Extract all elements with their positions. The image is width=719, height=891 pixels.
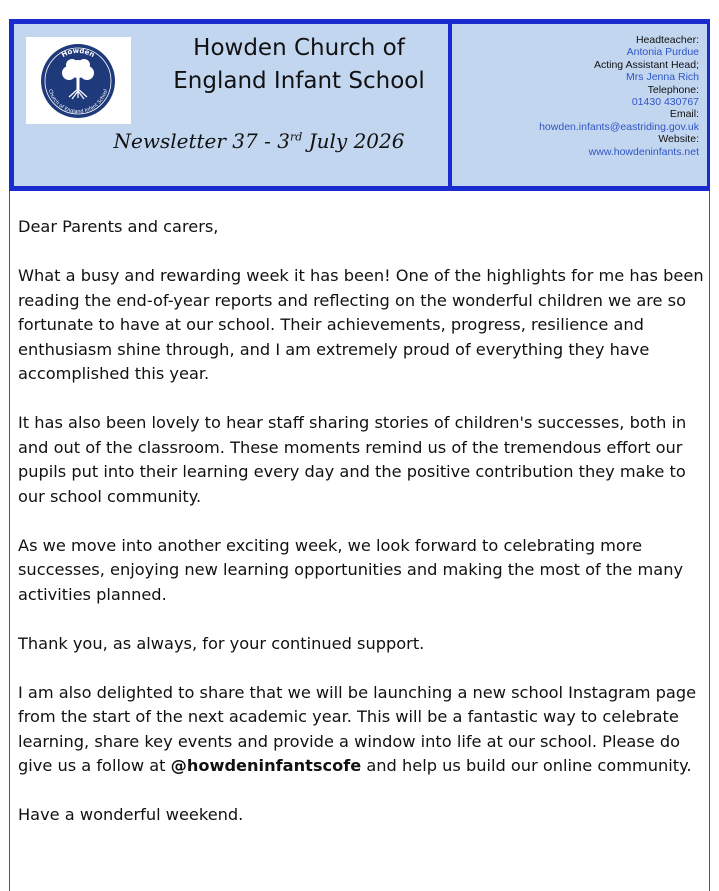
header-title-panel	[14, 24, 450, 186]
letter-paragraph-1: What a busy and rewarding week it has been! One of the highlights for me has been reading the end-of-year reports and reflecting on the wonderful children we are so fortunate to have at our school. Their achievements, progress, resilience and enthusiasm shine through, and I am extremely proud of everything they have accomplished this year.	[18, 266, 704, 383]
school-name-line-1: Howden Church of	[193, 35, 405, 61]
telephone-value: 01430 430767	[631, 96, 699, 109]
letter-paragraph-2: It has also been lovely to hear staff sharing stories of children's successes, both in and out of the classroom. These moments remind us of the tremendous effort our pupils put into their learning every day and the positive contribution they make to our school community.	[18, 413, 687, 506]
website-link[interactable]: www.howdeninfants.net	[588, 145, 699, 158]
school-name	[154, 32, 444, 98]
instagram-text-after: and help us build our online community.	[361, 756, 692, 775]
svg-text:Church of England Infant Schoo: Church of England Infant School	[46, 88, 110, 116]
instagram-handle: @howdeninfantscofe	[170, 756, 362, 775]
school-name-line-2: England Infant School	[173, 68, 425, 94]
letter-closing: Have a wonderful weekend.	[18, 805, 244, 824]
letter-paragraph-4: Thank you, as always, for your continued support.	[18, 633, 425, 653]
website-label: Website:	[658, 133, 699, 146]
letter-paragraph-5	[18, 681, 704, 779]
telephone-label: Telephone:	[647, 83, 699, 96]
contact-details	[459, 34, 699, 158]
email-link[interactable]: howden.infants@eastriding.gov.uk	[539, 120, 699, 133]
school-logo	[26, 37, 131, 124]
newsletter-date-suffix: rd	[289, 130, 303, 144]
headteacher-name: Antonia Purdue	[626, 46, 699, 59]
assistant-head-label: Acting Assistant Head;	[593, 58, 699, 71]
newsletter-title	[74, 129, 444, 153]
letter-body	[18, 215, 704, 852]
newsletter-month-year: July 2026	[302, 129, 405, 153]
headteacher-label: Headteacher:	[635, 34, 699, 46]
email-label: Email:	[669, 108, 699, 121]
letter-paragraph-3: As we move into another exciting week, we look forward to celebrating more successes, enjoying new learning opportunities and making the most of the many activities planned.	[18, 535, 684, 604]
tree-logo-icon	[36, 39, 121, 122]
newsletter-header	[9, 19, 710, 191]
header-contact-panel	[452, 24, 707, 186]
assistant-head-name: Mrs Jenna Rich	[626, 71, 699, 84]
instagram-text-before: I am also delighted to share that we will be launching a new school Instagram page from the start of the next academic year. This will be a fantastic way to celebrate learning, share key events and provide a window into life at our school. Please do give us a follow at	[18, 682, 697, 775]
svg-text:Howden: Howden	[60, 46, 96, 60]
newsletter-prefix: Newsletter 37 - 3	[113, 129, 290, 153]
letter-greeting: Dear Parents and carers,	[18, 217, 219, 236]
